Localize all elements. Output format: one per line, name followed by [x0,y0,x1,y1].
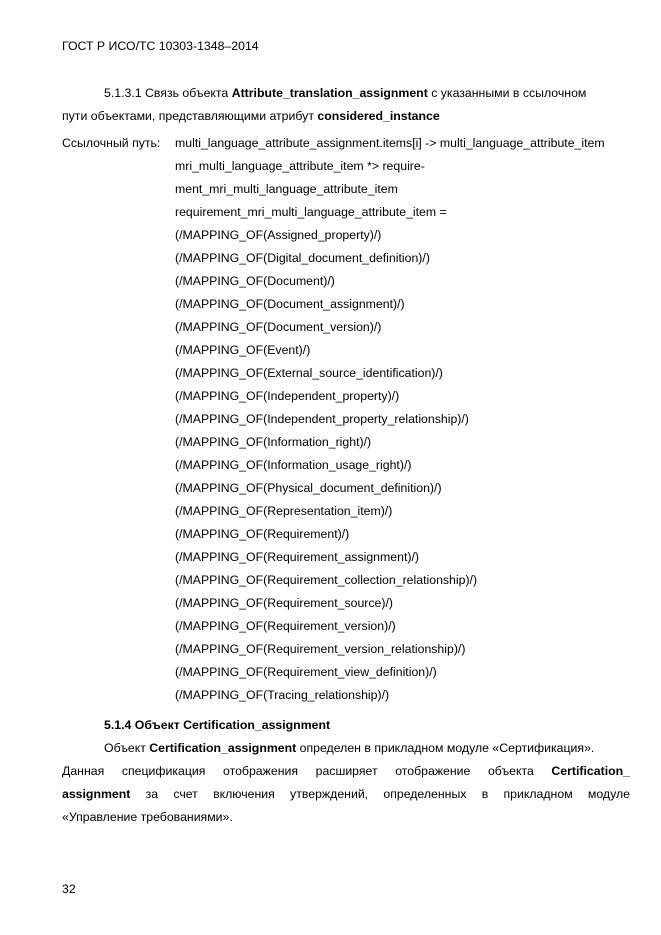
mapping-line: (/MAPPING_OF(Requirement_version)/) [175,619,396,633]
mapping-line: (/MAPPING_OF(Physical_document_definition)/) [175,481,442,495]
mapping-line: (/MAPPING_OF(External_source_identification)/) [175,366,443,380]
reference-path-line: mri_multi_language_attribute_item *> require- [175,159,425,173]
mapping-line: (/MAPPING_OF(Independent_property_relationship)/) [175,412,469,426]
section-5-1-3-1-line2 [62,109,440,123]
mapping-line: (/MAPPING_OF(Requirement_assignment)/) [175,550,419,564]
section-5-1-4-paragraph-2-line2 [62,787,630,801]
mapping-line: (/MAPPING_OF(Tracing_relationship)/) [175,688,390,702]
mapping-line: (/MAPPING_OF(Document_assignment)/) [175,297,405,311]
text-run: 5.1.3.1 Связь объекта [104,86,232,100]
mapping-line: (/MAPPING_OF(Event)/) [175,343,311,357]
reference-path-line: requirement_mri_multi_language_attribute_item = [175,205,447,219]
mapping-line: (/MAPPING_OF(Document)/) [175,274,335,288]
entity-name-bold: Certification_ [551,764,630,778]
mapping-line: (/MAPPING_OF(Requirement_version_relationship)/) [175,642,466,656]
page-number: 32 [62,882,76,896]
text-run: Объект [104,741,150,755]
entity-name-bold: Certification_assignment [149,741,297,755]
section-5-1-3-1-line1 [104,86,586,100]
mapping-line: (/MAPPING_OF(Requirement_collection_relationship)/) [175,573,478,587]
mapping-line: (/MAPPING_OF(Assigned_property)/) [175,228,382,242]
reference-path-line: multi_language_attribute_assignment.items[i] -> multi_language_attribute_item [175,136,605,150]
section-5-1-4-paragraph-1 [104,741,594,755]
text-run: пути объектами, представляющими атрибут [62,109,318,123]
mapping-line: (/MAPPING_OF(Information_usage_right)/) [175,458,412,472]
document-header: ГОСТ Р ИСО/ТС 10303-1348–2014 [62,39,259,53]
mapping-line: (/MAPPING_OF(Representation_item)/) [175,504,393,518]
entity-name-bold: assignment [62,787,131,801]
mapping-line: (/MAPPING_OF(Requirement_source)/) [175,596,393,610]
reference-path-label: Ссылочный путь: [62,136,161,150]
mapping-line: (/MAPPING_OF(Digital_document_definition)/) [175,251,430,265]
section-5-1-4-paragraph-2-line1 [62,764,630,778]
mapping-line: (/MAPPING_OF(Document_version)/) [175,320,382,334]
section-5-1-4-heading: 5.1.4 Объект Certification_assignment [104,718,331,732]
reference-path-line: ment_mri_multi_language_attribute_item [175,182,398,196]
section-5-1-4-paragraph-2-line3: «Управление требованиями». [62,810,233,824]
mapping-line: (/MAPPING_OF(Information_right)/) [175,435,372,449]
mapping-line: (/MAPPING_OF(Independent_property)/) [175,389,400,403]
text-run: Данная спецификация отображения расширяет отображение объекта [62,764,552,778]
text-run: с указанными в ссылочном [427,86,587,100]
entity-name-bold: Attribute_translation_assignment [231,86,428,100]
text-run: определен в прикладном модуле «Сертификация». [296,741,595,755]
mapping-line: (/MAPPING_OF(Requirement_view_definition)/) [175,665,437,679]
attribute-name-bold: considered_instance [317,109,440,123]
text-run: за счет включения утверждений, определенных в прикладном модуле [130,787,630,801]
mapping-line: (/MAPPING_OF(Requirement)/) [175,527,350,541]
